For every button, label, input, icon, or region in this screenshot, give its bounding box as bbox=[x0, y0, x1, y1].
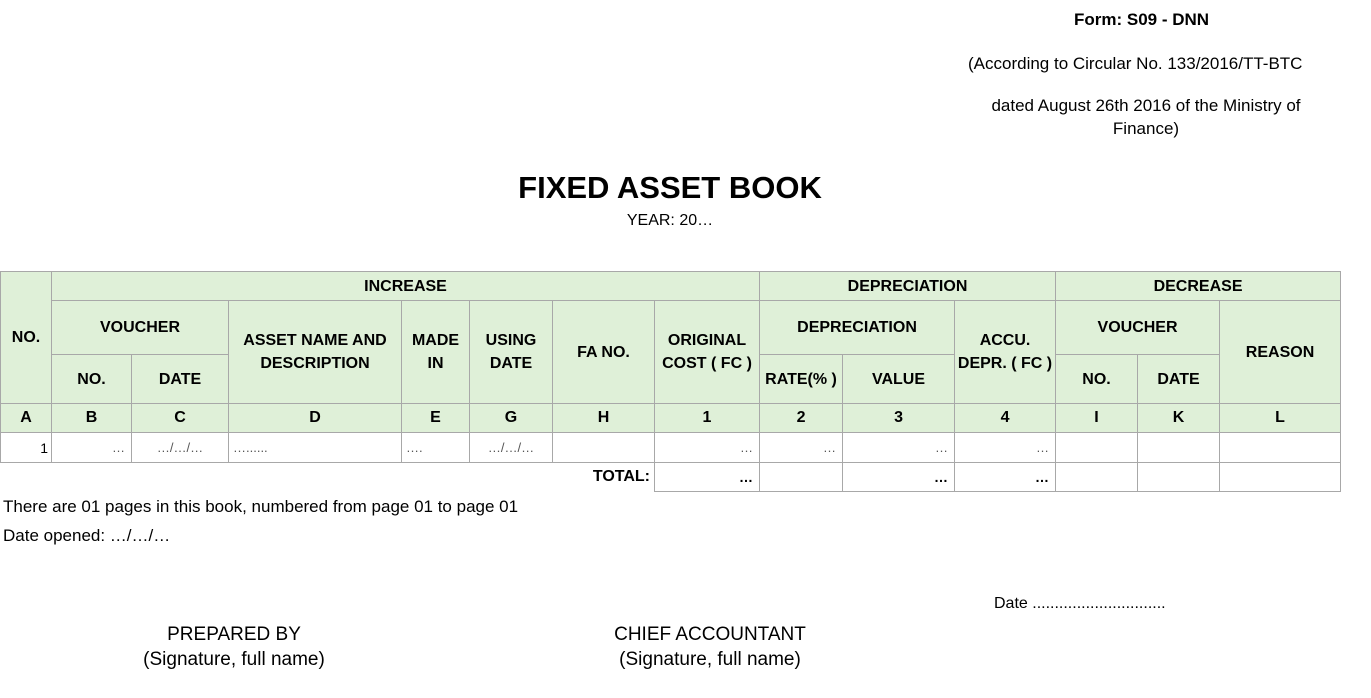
col-dec-no-header: NO. bbox=[1056, 355, 1138, 404]
row-accu-depr: … bbox=[955, 433, 1056, 463]
fixed-asset-table bbox=[0, 271, 1341, 492]
letter-cell: G bbox=[470, 404, 553, 433]
group-decrease: DECREASE bbox=[1056, 272, 1341, 301]
total-accu-depr: … bbox=[955, 463, 1056, 492]
year-label: YEAR: 20… bbox=[626, 212, 714, 229]
row-voucher-date: …/…/… bbox=[132, 433, 229, 463]
row-voucher-no: … bbox=[52, 433, 132, 463]
form-code: Form: S09 - DNN bbox=[1074, 10, 1210, 29]
col-voucher-date-header: DATE bbox=[132, 355, 229, 404]
total-reason bbox=[1220, 463, 1341, 492]
page-title: FIXED ASSET BOOK bbox=[518, 170, 822, 205]
date-opened: Date opened: …/…/… bbox=[3, 526, 171, 545]
col-dec-voucher-header: VOUCHER bbox=[1056, 301, 1220, 355]
row-reason bbox=[1220, 433, 1341, 463]
table-row bbox=[1, 433, 1341, 463]
row-value: … bbox=[843, 433, 955, 463]
chief-accountant-title: CHIEF ACCOUNTANT bbox=[614, 624, 806, 645]
col-value-header: VALUE bbox=[843, 355, 955, 404]
letter-cell: L bbox=[1220, 404, 1341, 433]
col-voucher-header: VOUCHER bbox=[52, 301, 229, 355]
group-increase: INCREASE bbox=[52, 272, 760, 301]
chief-accountant-block bbox=[590, 622, 830, 672]
row-asset-name: …...... bbox=[229, 433, 402, 463]
row-no: 1 bbox=[1, 433, 52, 463]
letter-cell: H bbox=[553, 404, 655, 433]
circular-date: dated August 26th 2016 of the Ministry of Finance) bbox=[991, 96, 1301, 138]
chief-accountant-hint: (Signature, full name) bbox=[619, 649, 801, 670]
col-accu-depr-header: ACCU. DEPR. ( FC ) bbox=[955, 301, 1056, 404]
row-made-in: …. bbox=[402, 433, 470, 463]
total-dec-date bbox=[1138, 463, 1220, 492]
letter-cell: 1 bbox=[655, 404, 760, 433]
total-value: … bbox=[843, 463, 955, 492]
signature-date: Date .............................. bbox=[994, 595, 1166, 612]
group-depreciation: DEPRECIATION bbox=[760, 272, 1056, 301]
letter-cell: K bbox=[1138, 404, 1220, 433]
pages-note: There are 01 pages in this book, numbered from page 01 to page 01 bbox=[3, 497, 519, 516]
col-dec-date-header: DATE bbox=[1138, 355, 1220, 404]
prepared-by-hint: (Signature, full name) bbox=[143, 649, 325, 670]
col-asset-name-header: ASSET NAME AND DESCRIPTION bbox=[229, 301, 402, 404]
total-rate bbox=[760, 463, 843, 492]
row-original-cost: … bbox=[655, 433, 760, 463]
row-fa-no bbox=[553, 433, 655, 463]
total-label: TOTAL: bbox=[1, 463, 655, 492]
prepared-by-title: PREPARED BY bbox=[167, 624, 301, 645]
letter-cell: 2 bbox=[760, 404, 843, 433]
prepared-by-block bbox=[112, 622, 356, 672]
letter-cell: I bbox=[1056, 404, 1138, 433]
row-rate: … bbox=[760, 433, 843, 463]
col-voucher-no-header: NO. bbox=[52, 355, 132, 404]
col-rate-header: RATE(% ) bbox=[760, 355, 843, 404]
letter-cell: 4 bbox=[955, 404, 1056, 433]
col-reason-header: REASON bbox=[1220, 301, 1341, 404]
total-row bbox=[1, 463, 1341, 492]
col-original-cost-header: ORIGINAL COST ( FC ) bbox=[655, 301, 760, 404]
row-using-date: …/…/… bbox=[470, 433, 553, 463]
letter-cell: E bbox=[402, 404, 470, 433]
total-dec-no bbox=[1056, 463, 1138, 492]
col-no-header: NO. bbox=[1, 272, 52, 404]
letter-cell: 3 bbox=[843, 404, 955, 433]
letter-cell: A bbox=[1, 404, 52, 433]
letter-cell: C bbox=[132, 404, 229, 433]
circular-reference: (According to Circular No. 133/2016/TT-BTC bbox=[968, 54, 1303, 73]
row-dec-date bbox=[1138, 433, 1220, 463]
col-fa-no-header: FA NO. bbox=[553, 301, 655, 404]
row-dec-no bbox=[1056, 433, 1138, 463]
letter-cell: B bbox=[52, 404, 132, 433]
col-depreciation-sub-header: DEPRECIATION bbox=[760, 301, 955, 355]
total-original-cost: … bbox=[655, 463, 760, 492]
col-using-date-header: USING DATE bbox=[470, 301, 553, 404]
col-made-in-header: MADE IN bbox=[402, 301, 470, 404]
letter-cell: D bbox=[229, 404, 402, 433]
